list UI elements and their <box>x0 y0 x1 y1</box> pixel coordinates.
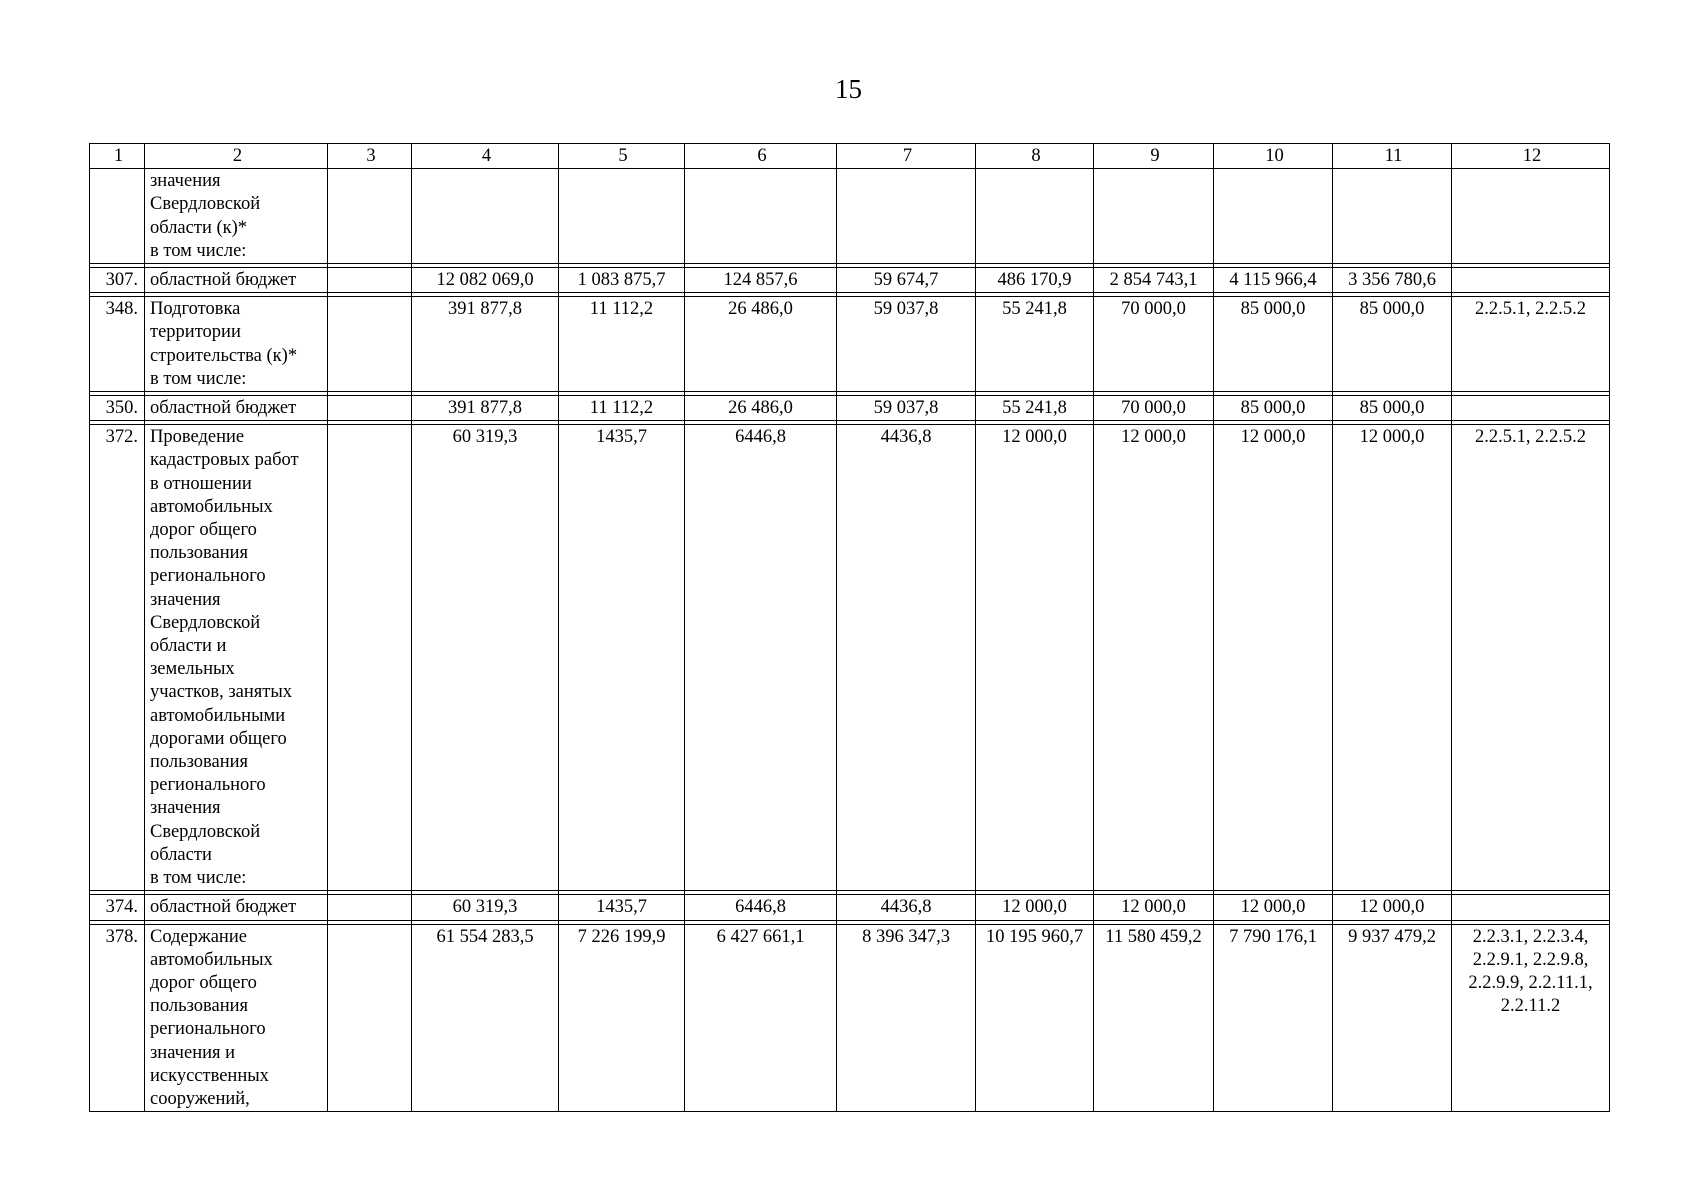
cell-target-refs <box>1452 396 1610 421</box>
cell-col-3 <box>328 297 412 392</box>
cell-year-5: 12 000,0 <box>1094 895 1214 920</box>
column-header-1: 1 <box>90 144 145 169</box>
cell-total <box>412 169 559 264</box>
column-header-12: 12 <box>1452 144 1610 169</box>
table-row <box>90 425 1610 891</box>
cell-year-7: 12 000,0 <box>1333 425 1452 891</box>
cell-year-4 <box>976 169 1094 264</box>
column-header-2: 2 <box>145 144 328 169</box>
cell-year-7: 12 000,0 <box>1333 895 1452 920</box>
table-header-row <box>90 144 1610 169</box>
cell-row-number: 374. <box>90 895 145 920</box>
table-row <box>90 297 1610 392</box>
table-row <box>90 169 1610 264</box>
cell-target-refs: 2.2.5.1, 2.2.5.2 <box>1452 297 1610 392</box>
cell-year-5 <box>1094 169 1214 264</box>
cell-item-name: Подготовка территории строительства (к)* в том числе: <box>145 297 328 392</box>
column-header-8: 8 <box>976 144 1094 169</box>
page-number: 15 <box>835 74 862 104</box>
column-header-5: 5 <box>559 144 685 169</box>
cell-row-number: 350. <box>90 396 145 421</box>
cell-year-6 <box>1214 169 1333 264</box>
cell-total: 12 082 069,0 <box>412 268 559 293</box>
column-header-6: 6 <box>685 144 837 169</box>
cell-year-1 <box>559 169 685 264</box>
cell-year-4: 12 000,0 <box>976 425 1094 891</box>
cell-year-1: 11 112,2 <box>559 297 685 392</box>
cell-col-3 <box>328 895 412 920</box>
cell-year-2: 26 486,0 <box>685 396 837 421</box>
budget-table <box>89 143 1610 1112</box>
column-header-9: 9 <box>1094 144 1214 169</box>
table-body <box>90 144 1610 1112</box>
cell-col-3 <box>328 924 412 1112</box>
cell-row-number <box>90 169 145 264</box>
cell-year-7 <box>1333 169 1452 264</box>
cell-row-number: 378. <box>90 924 145 1112</box>
cell-year-4: 10 195 960,7 <box>976 924 1094 1112</box>
cell-year-4: 55 241,8 <box>976 297 1094 392</box>
cell-year-2: 6446,8 <box>685 895 837 920</box>
cell-year-3: 59 037,8 <box>837 396 976 421</box>
cell-item-name: областной бюджет <box>145 895 328 920</box>
cell-year-4: 12 000,0 <box>976 895 1094 920</box>
cell-year-3 <box>837 169 976 264</box>
cell-year-6: 85 000,0 <box>1214 297 1333 392</box>
cell-year-2: 6446,8 <box>685 425 837 891</box>
cell-target-refs: 2.2.5.1, 2.2.5.2 <box>1452 425 1610 891</box>
cell-year-5: 11 580 459,2 <box>1094 924 1214 1112</box>
cell-year-3: 8 396 347,3 <box>837 924 976 1112</box>
cell-item-name: Содержание автомобильных дорог общего пользования регионального значения и искусственных сооружений, <box>145 924 328 1112</box>
cell-year-4: 486 170,9 <box>976 268 1094 293</box>
cell-item-name: значения Свердловской области (к)* в том числе: <box>145 169 328 264</box>
cell-row-number: 372. <box>90 425 145 891</box>
cell-year-2: 6 427 661,1 <box>685 924 837 1112</box>
cell-year-5: 2 854 743,1 <box>1094 268 1214 293</box>
cell-total: 61 554 283,5 <box>412 924 559 1112</box>
cell-target-refs <box>1452 169 1610 264</box>
cell-total: 60 319,3 <box>412 895 559 920</box>
column-header-11: 11 <box>1333 144 1452 169</box>
cell-col-3 <box>328 169 412 264</box>
cell-year-6: 4 115 966,4 <box>1214 268 1333 293</box>
cell-year-5: 70 000,0 <box>1094 297 1214 392</box>
cell-year-6: 12 000,0 <box>1214 425 1333 891</box>
cell-year-7: 85 000,0 <box>1333 297 1452 392</box>
cell-target-refs: 2.2.3.1, 2.2.3.4, 2.2.9.1, 2.2.9.8, 2.2.9.9, 2.2.11.1, 2.2.11.2 <box>1452 924 1610 1112</box>
cell-row-number: 348. <box>90 297 145 392</box>
cell-year-3: 59 037,8 <box>837 297 976 392</box>
cell-item-name: Проведение кадастровых работ в отношении автомобильных дорог общего пользования регионального значения Свердловской области и земельных участков, занятых автомобильными дорогами общего пользования регионального значения Свердловской области в том числе: <box>145 425 328 891</box>
cell-col-3 <box>328 268 412 293</box>
cell-year-1: 11 112,2 <box>559 396 685 421</box>
cell-year-6: 85 000,0 <box>1214 396 1333 421</box>
cell-year-1: 1435,7 <box>559 895 685 920</box>
cell-year-3: 4436,8 <box>837 895 976 920</box>
cell-year-5: 12 000,0 <box>1094 425 1214 891</box>
cell-year-1: 7 226 199,9 <box>559 924 685 1112</box>
cell-col-3 <box>328 425 412 891</box>
column-header-10: 10 <box>1214 144 1333 169</box>
cell-year-3: 4436,8 <box>837 425 976 891</box>
cell-year-7: 3 356 780,6 <box>1333 268 1452 293</box>
cell-year-2: 124 857,6 <box>685 268 837 293</box>
cell-total: 391 877,8 <box>412 297 559 392</box>
column-header-3: 3 <box>328 144 412 169</box>
cell-row-number: 307. <box>90 268 145 293</box>
cell-col-3 <box>328 396 412 421</box>
cell-target-refs <box>1452 268 1610 293</box>
cell-total: 60 319,3 <box>412 425 559 891</box>
table-row <box>90 895 1610 920</box>
cell-year-3: 59 674,7 <box>837 268 976 293</box>
cell-year-1: 1 083 875,7 <box>559 268 685 293</box>
cell-target-refs <box>1452 895 1610 920</box>
table-row <box>90 396 1610 421</box>
cell-item-name: областной бюджет <box>145 396 328 421</box>
column-header-4: 4 <box>412 144 559 169</box>
cell-year-2 <box>685 169 837 264</box>
cell-item-name: областной бюджет <box>145 268 328 293</box>
cell-year-4: 55 241,8 <box>976 396 1094 421</box>
table-row <box>90 924 1610 1112</box>
cell-total: 391 877,8 <box>412 396 559 421</box>
cell-year-6: 12 000,0 <box>1214 895 1333 920</box>
cell-year-7: 9 937 479,2 <box>1333 924 1452 1112</box>
column-header-7: 7 <box>837 144 976 169</box>
cell-year-1: 1435,7 <box>559 425 685 891</box>
cell-year-6: 7 790 176,1 <box>1214 924 1333 1112</box>
cell-year-7: 85 000,0 <box>1333 396 1452 421</box>
cell-year-2: 26 486,0 <box>685 297 837 392</box>
cell-year-5: 70 000,0 <box>1094 396 1214 421</box>
table-row <box>90 268 1610 293</box>
